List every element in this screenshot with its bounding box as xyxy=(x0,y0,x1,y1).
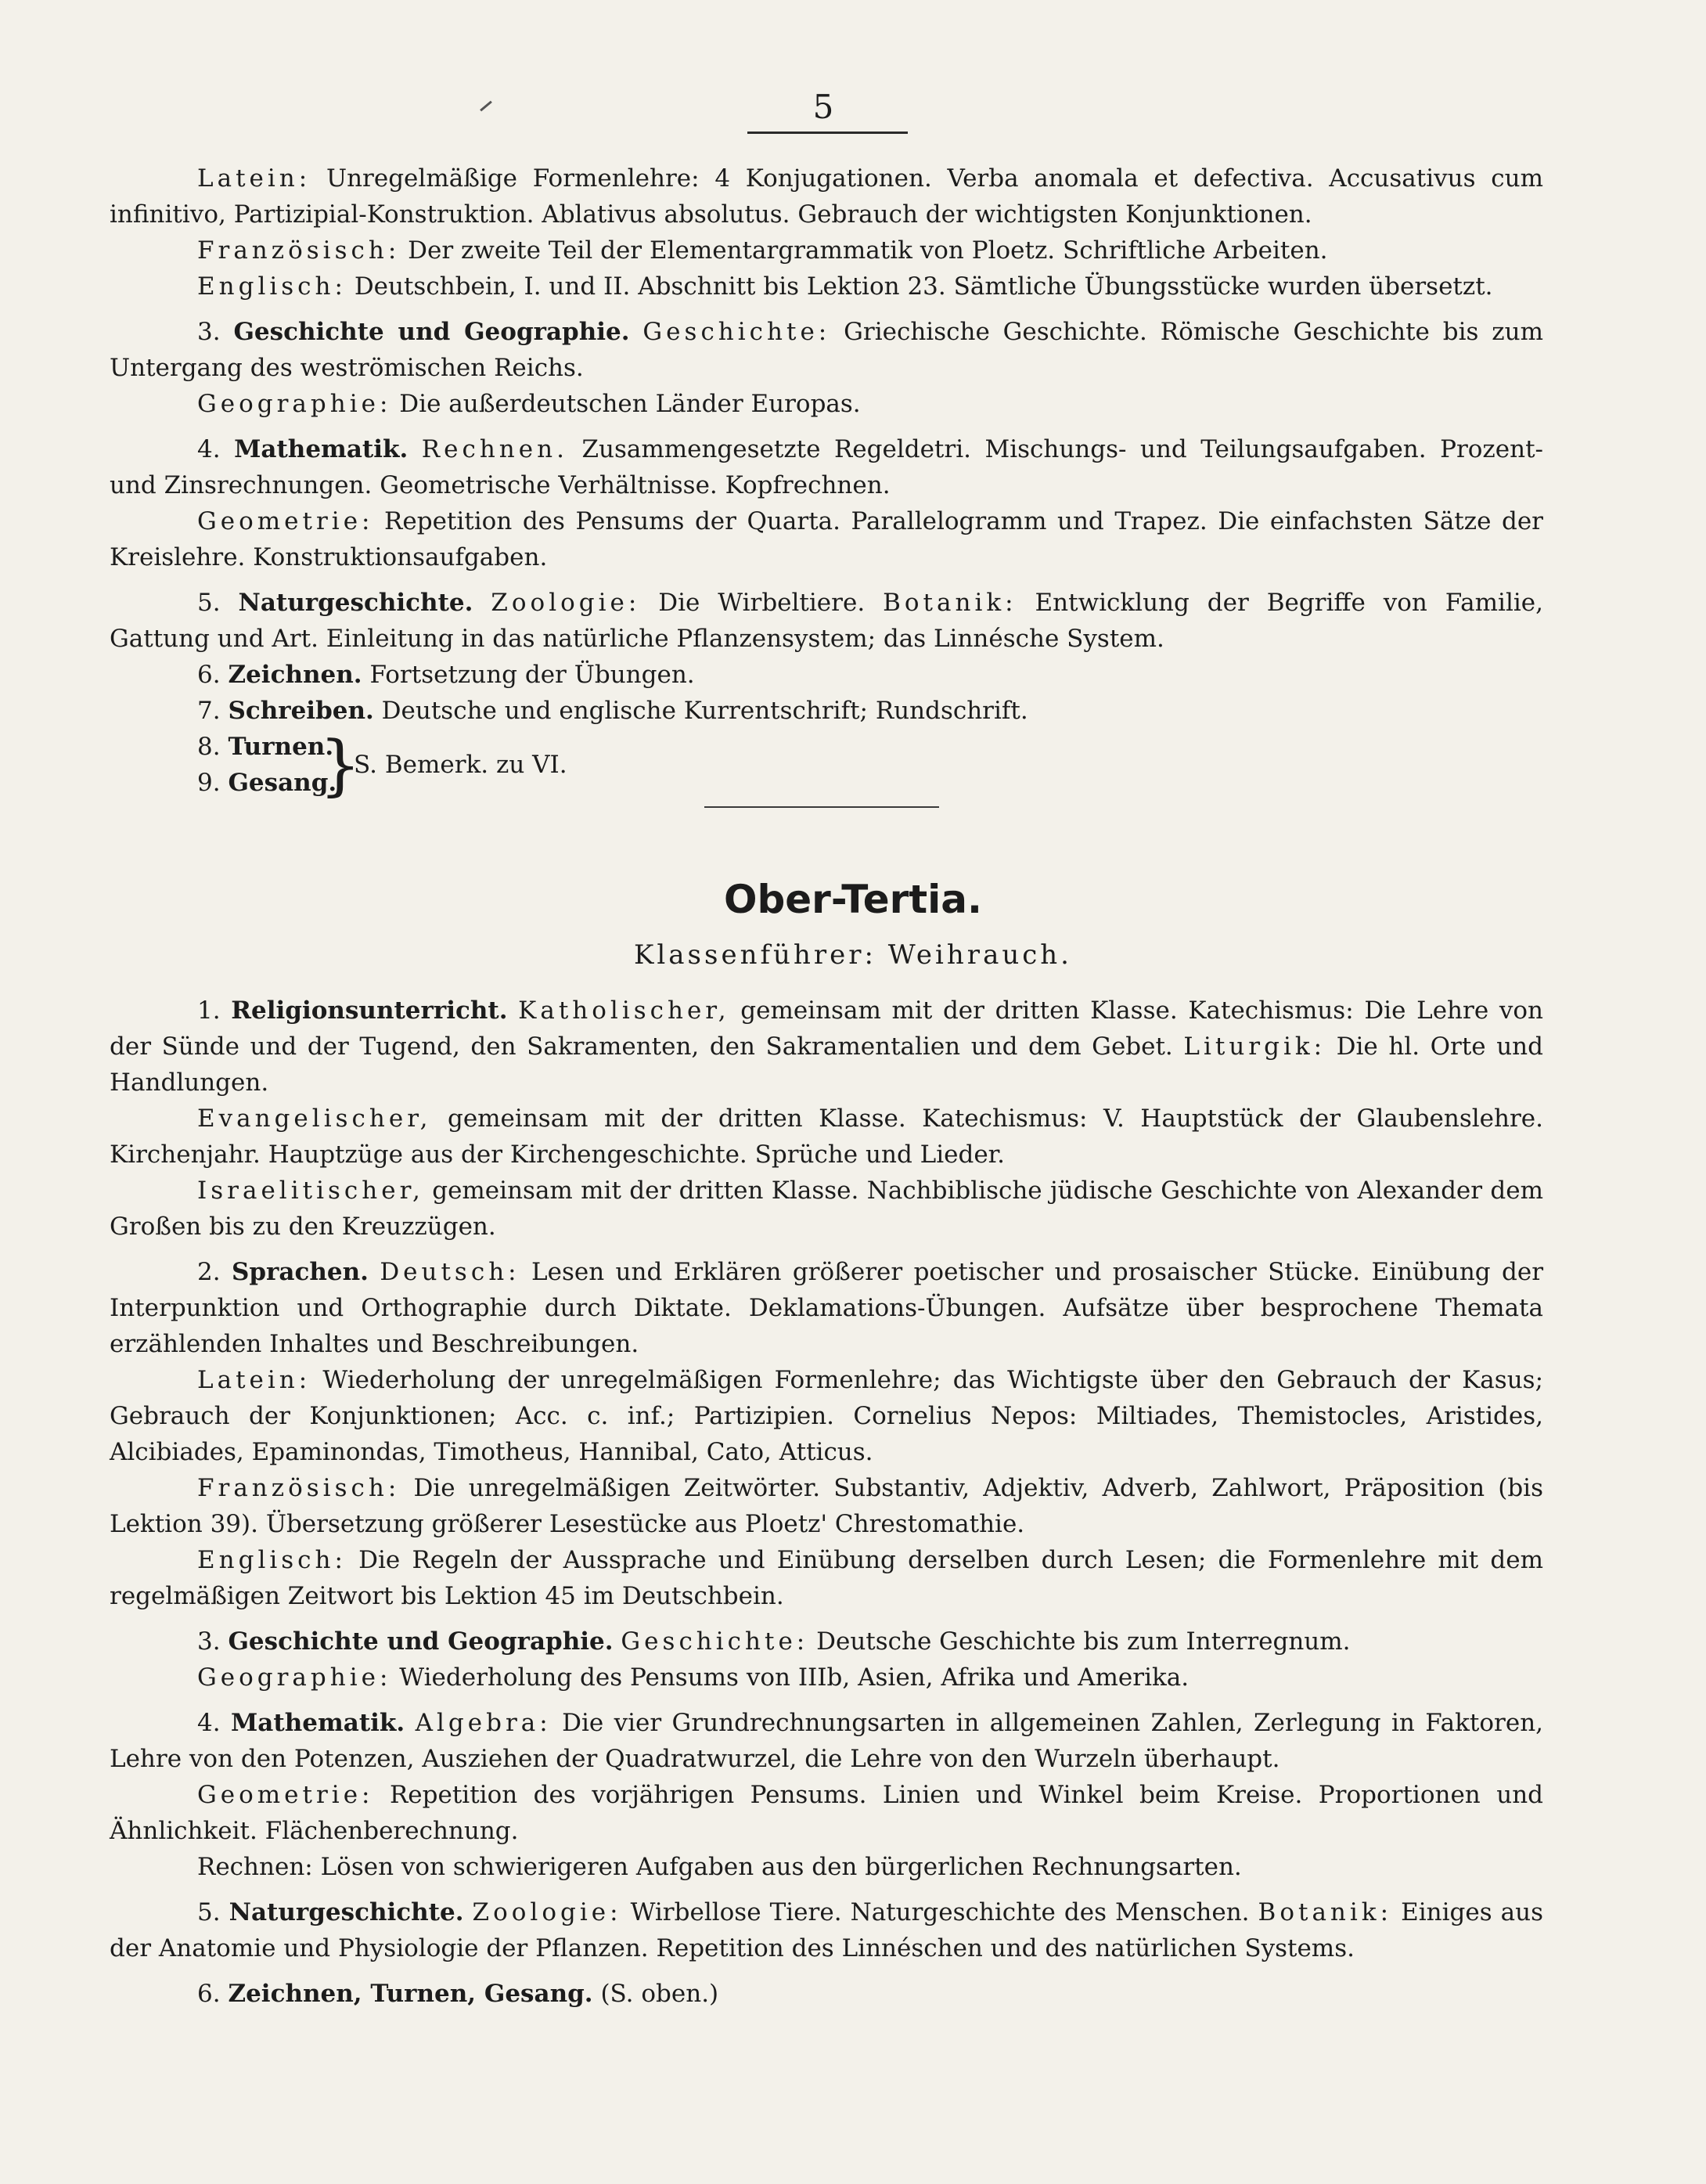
top-section xyxy=(110,160,1543,801)
paragraph-sprachen: 2. Sprachen. Deutsch: Lesen und Erklären größerer poetischer und prosaischer Stücke. Einübung der Interpunktion und Orthographie durch Diktate. Deklamations-Übungen. Aufsätze über besprochene Themata erzählenden Inhaltes und Beschreibungen. xyxy=(110,1258,1544,1358)
paragraph-religion: 1. Religionsunterricht. Katholischer, gemeinsam mit der dritten Klasse. Katechismus: Die Lehre von der Sünde und der Tugend, den Sakramenten, den Sakramentalien und dem Gebet. Liturgik: Die hl. Orte und Handlungen. xyxy=(110,996,1543,1097)
class-leader: Klassenführer: Weihrauch. xyxy=(634,939,1072,971)
paragraph-franzoesisch-2: Französisch: Die unregelmäßigen Zeitwörter. Substantiv, Adjektiv, Adverb, Zahlwort, Präposition (bis Lektion 39). Übersetzung größerer Lesestücke aus Ploetz' Chrestomathie. xyxy=(110,1474,1543,1538)
paragraph-zeichnen: 6. Zeichnen. Fortsetzung der Übungen. xyxy=(197,661,695,689)
paragraph-geographie-2: Geographie: Wiederholung des Pensums von IIIb, Asien, Afrika und Amerika. xyxy=(197,1663,1190,1692)
paragraph-geschichte-2: 3. Geschichte und Geographie. Geschichte: Deutsche Geschichte bis zum Interregnum. xyxy=(197,1627,1351,1656)
pencil-mark xyxy=(480,101,492,112)
paragraph-mathematik: 4. Mathematik. Rechnen. Zusammengesetzte Regeldetri. Mischungs- und Teilungsaufgaben. Prozent- und Zinsrechnungen. Geometrische Verhältnisse. Kopfrechnen. xyxy=(110,435,1544,499)
paragraph-geographie: Geographie: Die außerdeutschen Länder Europas. xyxy=(197,390,861,418)
page-number: 5 xyxy=(812,88,834,126)
line-gesang: 9. Gesang. xyxy=(197,769,337,797)
paragraph-geometrie: Geometrie: Repetition des Pensums der Quarta. Parallelogramm und Trapez. Die einfachsten Sätze der Kreislehre. Konstruktionsaufgaben. xyxy=(110,507,1543,571)
paragraph-zeichnen-2: 6. Zeichnen, Turnen, Gesang. (S. oben.) xyxy=(197,1980,719,2008)
paragraph-franzoesisch: Französisch: Der zweite Teil der Elementargrammatik von Ploetz. Schriftliche Arbeiten. xyxy=(197,236,1328,265)
turnen-gesang-block xyxy=(110,726,1543,803)
line-turnen: 8. Turnen. xyxy=(197,733,334,761)
paragraph-rechnen-2: Rechnen: Lösen von schwierigeren Aufgaben aus den bürgerlichen Rechnungsarten. xyxy=(197,1853,1242,1881)
brace-note: S. Bemerk. zu VI. xyxy=(354,751,567,779)
paragraph-latein: Latein: Unregelmäßige Formenlehre: 4 Konjugationen. Verba anomala et defectiva. Accusativus cum infinitivo, Partizipial-Konstruktion. Ablativus absolutus. Gebrauch der wichtigsten Konjunktionen. xyxy=(110,164,1543,229)
section-divider xyxy=(704,806,939,808)
paragraph-schreiben: 7. Schreiben. Deutsche und englische Kurrentschrift; Rundschrift. xyxy=(197,697,1028,725)
paragraph-naturgeschichte-2: 5. Naturgeschichte. Zoologie: Wirbellose Tiere. Naturgeschichte des Menschen. Botanik: Einiges aus der Anatomie und Physiologie der Pflanzen. Repetition des Linnéschen und des natürlichen Systems. xyxy=(110,1898,1543,1962)
paragraph-israelitisch: Israelitischer, gemeinsam mit der dritten Klasse. Nachbiblische jüdische Geschichte von Alexander dem Großen bis zu den Kreuzzügen. xyxy=(110,1177,1544,1241)
brace-glyph: } xyxy=(319,726,362,803)
paragraph-englisch-2: Englisch: Die Regeln der Aussprache und Einübung derselben durch Lesen; die Formenlehre mit dem regelmäßigen Zeitwort bis Lektion 45 im Deutschbein. xyxy=(110,1546,1543,1610)
paragraph-geschichte: 3. Geschichte und Geographie. Geschichte: Griechische Geschichte. Römische Geschichte bis zum Untergang des weströmischen Reichs. xyxy=(110,318,1543,382)
paragraph-evangelisch: Evangelischer, gemeinsam mit der dritten Klasse. Katechismus: V. Hauptstück der Glaubenslehre. Kirchenjahr. Hauptzüge aus der Kirchengeschichte. Sprüche und Lieder. xyxy=(110,1105,1543,1169)
paragraph-mathematik-2: 4. Mathematik. Algebra: Die vier Grundrechnungsarten in allgemeinen Zahlen, Zerlegung in Faktoren, Lehre von den Potenzen, Ausziehen der Quadratwurzel, die Lehre von den Wurzeln überhaupt. xyxy=(110,1709,1544,1773)
paragraph-englisch: Englisch: Deutschbein, I. und II. Abschnitt bis Lektion 23. Sämtliche Übungsstücke wurden übersetzt. xyxy=(197,272,1493,301)
paragraph-geometrie-2: Geometrie: Repetition des vorjährigen Pensums. Linien und Winkel beim Kreise. Proportionen und Ähnlichkeit. Flächenberechnung. xyxy=(110,1781,1543,1845)
section-title: Ober-Tertia. xyxy=(723,877,983,922)
paragraph-latein-2: Latein: Wiederholung der unregelmäßigen Formenlehre; das Wichtigste über den Gebrauch der Kasus; Gebrauch der Konjunktionen; Acc. c. inf.; Partizipien. Cornelius Nepos: Miltiades, Themistocles, Aristides, Alcibiades, Epaminondas, Timotheus, Hannibal, Cato, Atticus. xyxy=(110,1366,1544,1466)
page-number-rule xyxy=(747,132,908,134)
paragraph-naturgeschichte: 5. Naturgeschichte. Zoologie: Die Wirbeltiere. Botanik: Entwicklung der Begriffe von Familie, Gattung und Art. Einleitung in das natürliche Pflanzensystem; das Linnésche System. xyxy=(110,589,1543,653)
ober-tertia-section xyxy=(110,993,1543,2012)
